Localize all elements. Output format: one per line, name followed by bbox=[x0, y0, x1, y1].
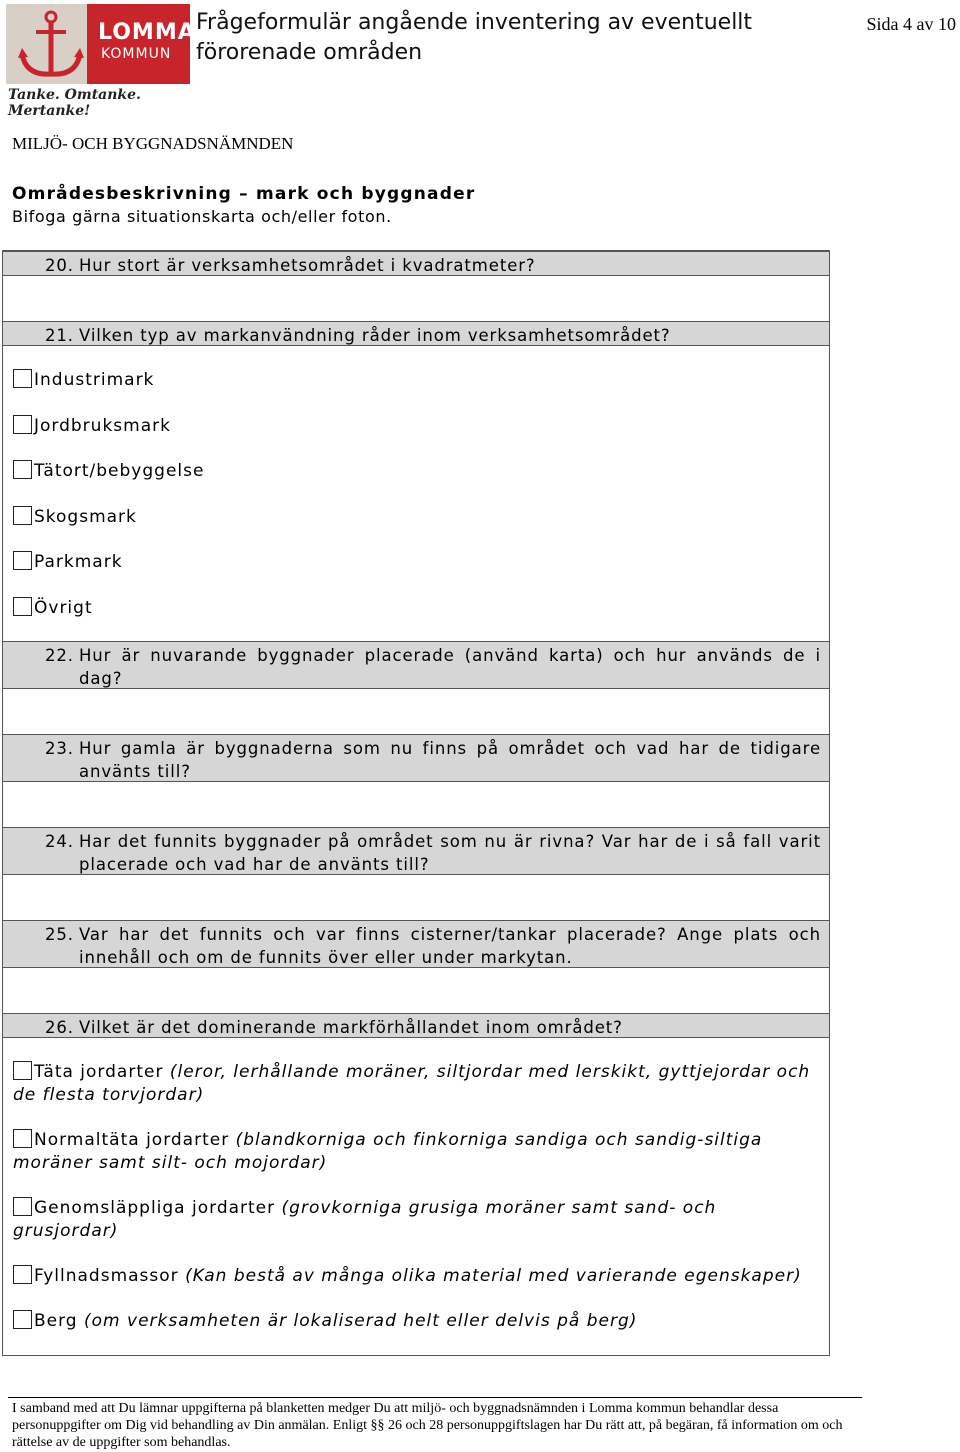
answer-field-22[interactable] bbox=[3, 689, 829, 734]
checkbox[interactable] bbox=[13, 1129, 32, 1148]
question-25 bbox=[3, 920, 829, 968]
option-berg[interactable] bbox=[13, 1310, 817, 1333]
question-number: 25. bbox=[45, 925, 74, 944]
question-text: Var har det funnits och var finns cisterner/tankar placerade? Ange plats och innehåll och om de funnits över eller under markytan. bbox=[79, 925, 821, 967]
answer-field-23[interactable] bbox=[3, 782, 829, 827]
option-hint: (Kan bestå av många olika material med varierande egenskaper) bbox=[185, 1266, 802, 1286]
option-parkmark[interactable] bbox=[13, 551, 123, 574]
checkbox[interactable] bbox=[13, 1197, 32, 1216]
question-26 bbox=[3, 1013, 829, 1038]
option-hint: (om verksamheten är lokaliserad helt eller delvis på berg) bbox=[84, 1311, 638, 1331]
logo-slogan: Tanke. Omtanke. Mertanke! bbox=[8, 87, 141, 119]
option-label: Täta jordarter bbox=[34, 1062, 164, 1082]
question-number: 23. bbox=[45, 739, 74, 758]
question-number: 20. bbox=[45, 256, 74, 275]
option-jordbruksmark[interactable] bbox=[13, 415, 171, 438]
option-label: Berg bbox=[34, 1311, 78, 1331]
checkbox[interactable] bbox=[13, 1061, 32, 1080]
checkbox[interactable] bbox=[13, 460, 32, 479]
anchor-icon bbox=[16, 8, 86, 82]
option-normaltata-jordarter[interactable] bbox=[13, 1129, 817, 1175]
option-skogsmark[interactable] bbox=[13, 506, 137, 529]
checkbox[interactable] bbox=[13, 369, 32, 388]
question-text: Hur stort är verksamhetsområdet i kvadratmeter? bbox=[79, 256, 536, 275]
option-label: Skogsmark bbox=[34, 507, 137, 527]
question-21 bbox=[3, 321, 829, 346]
question-text: Vilken typ av markanvändning råder inom verksamhetsområdet? bbox=[79, 326, 671, 345]
footer-divider bbox=[8, 1397, 862, 1398]
option-hint: (grovkorniga grusiga moräner samt sand- och grusjordar) bbox=[13, 1198, 717, 1241]
option-ovrigt[interactable] bbox=[13, 597, 93, 620]
lomma-kommun-logo bbox=[6, 4, 196, 119]
option-hint: (leror, lerhållande moräner, siltjordar med lerskikt, gyttjejordar och de flesta torvjordar) bbox=[13, 1062, 811, 1105]
question-number: 26. bbox=[45, 1018, 74, 1037]
question-text: Hur är nuvarande byggnader placerade (använd karta) och hur används de i dag? bbox=[79, 646, 821, 688]
option-label: Genomsläppliga jordarter bbox=[34, 1198, 276, 1218]
option-genomslappliga-jordarter[interactable] bbox=[13, 1197, 733, 1243]
option-label: Parkmark bbox=[34, 552, 123, 572]
checkbox[interactable] bbox=[13, 415, 32, 434]
page-header bbox=[0, 0, 960, 119]
logo-sub: KOMMUN bbox=[101, 46, 172, 62]
section-title: Områdesbeskrivning – mark och byggnader bbox=[12, 184, 476, 204]
option-label: Övrigt bbox=[34, 598, 93, 618]
question-text: Har det funnits byggnader på området som nu är rivna? Var har de i så fall varit placerade och vad har de använts till? bbox=[79, 832, 821, 874]
checkbox[interactable] bbox=[13, 506, 32, 525]
question-24 bbox=[3, 827, 829, 875]
footer-privacy-notice: I samband med att Du lämnar uppgifterna på blanketten medger Du att miljö- och byggnadsnämnden i Lomma kommun behandlar dessa personuppgifter om Dig vid behandling av Din anmälan. Enligt §§ 26 och 28 personuppgiftslagen har Du rätt att, på begäran, få information om och rättelse av de uppgifter som behandlas. bbox=[12, 1401, 843, 1450]
form-box bbox=[2, 250, 830, 1356]
option-label: Jordbruksmark bbox=[34, 416, 171, 436]
question-text: Vilket är det dominerande markförhållandet inom området? bbox=[79, 1018, 623, 1037]
option-tata-jordarter[interactable] bbox=[13, 1061, 817, 1107]
answer-field-24[interactable] bbox=[3, 875, 829, 920]
question-number: 22. bbox=[45, 646, 74, 665]
question-number: 24. bbox=[45, 832, 74, 851]
checkbox[interactable] bbox=[13, 1310, 32, 1329]
question-22 bbox=[3, 641, 829, 689]
option-industrimark[interactable] bbox=[13, 369, 154, 392]
department-name: MILJÖ- OCH BYGGNADSNÄMNDEN bbox=[12, 134, 294, 153]
option-label: Industrimark bbox=[34, 370, 155, 390]
question-23 bbox=[3, 734, 829, 782]
option-fyllnadsmassor[interactable] bbox=[13, 1265, 817, 1288]
answer-field-20[interactable] bbox=[3, 276, 829, 321]
checkbox[interactable] bbox=[13, 551, 32, 570]
question-text: Hur gamla är byggnaderna som nu finns på området och vad har de tidigare använts till? bbox=[79, 739, 821, 781]
question-20 bbox=[3, 251, 829, 276]
checkbox[interactable] bbox=[13, 1265, 32, 1284]
section-subtitle: Bifoga gärna situationskarta och/eller foton. bbox=[12, 207, 392, 226]
answer-field-25[interactable] bbox=[3, 968, 829, 1013]
option-label: Tätort/bebyggelse bbox=[34, 461, 205, 481]
question-number: 21. bbox=[45, 326, 74, 345]
option-label: Fyllnadsmassor bbox=[34, 1266, 179, 1286]
logo-name: LOMMA bbox=[98, 20, 196, 45]
option-label: Normaltäta jordarter bbox=[34, 1130, 230, 1150]
document-title: Frågeformulär angående inventering av eventuellt förorenade områden bbox=[196, 10, 753, 65]
checkbox[interactable] bbox=[13, 597, 32, 616]
option-hint: (blandkorniga och finkorniga sandiga och sandig-siltiga moräner samt silt- och mojordar) bbox=[13, 1130, 763, 1173]
page-number: Sida 4 av 10 bbox=[866, 14, 956, 34]
option-tatort[interactable] bbox=[13, 460, 204, 483]
